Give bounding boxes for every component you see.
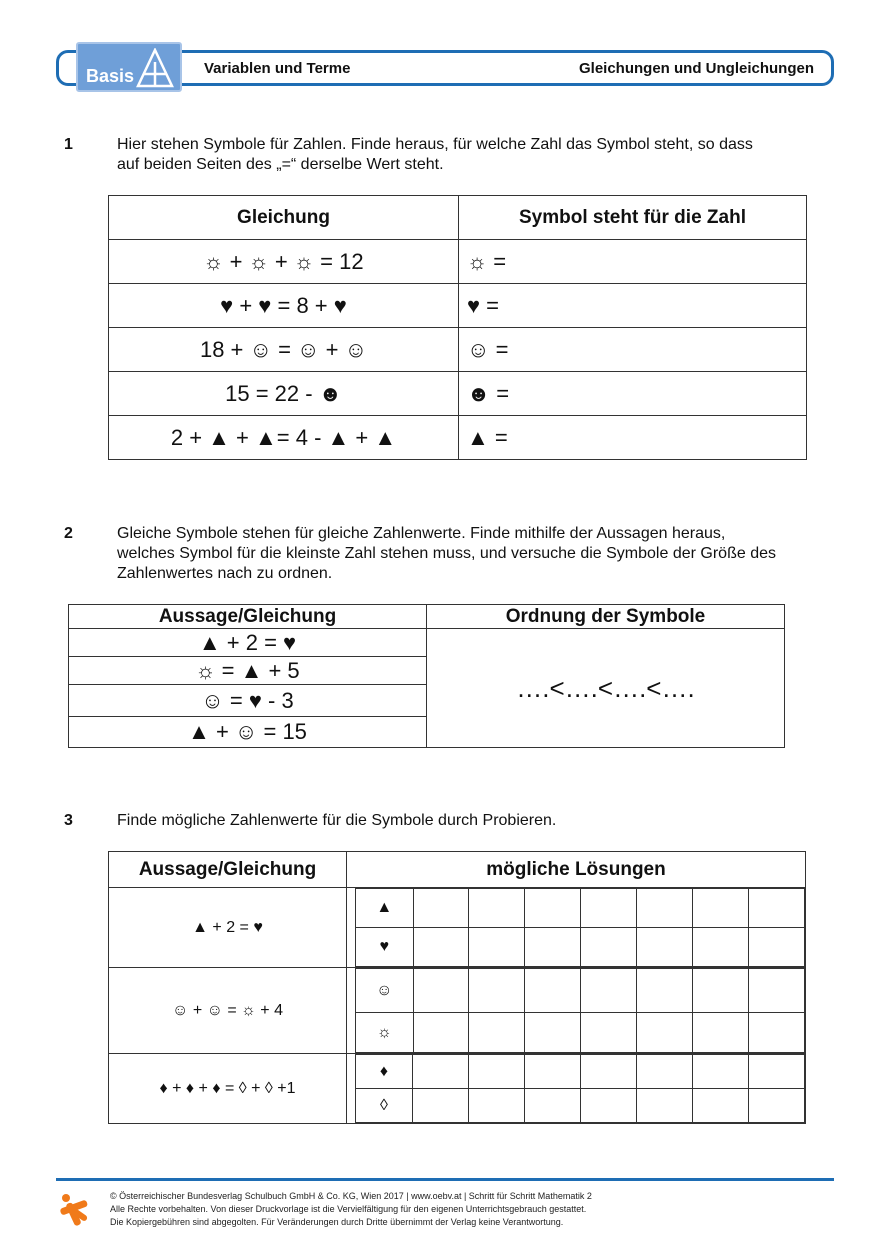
answer-cell[interactable]: ☻ = xyxy=(459,372,807,416)
solution-input[interactable] xyxy=(749,889,805,928)
equation-cell: ▲ + 2 = ♥ xyxy=(109,888,347,968)
statement-cell: ▲ + 2 = ♥ xyxy=(69,629,427,657)
task1-text-line2: auf beiden Seiten des „=“ derselbe Wert steht. xyxy=(117,156,444,173)
task3-text: Finde mögliche Zahlenwerte für die Symbole durch Probieren. xyxy=(117,812,557,829)
solution-input[interactable] xyxy=(581,1013,637,1053)
solution-input[interactable] xyxy=(748,1055,804,1089)
solution-input[interactable] xyxy=(748,969,804,1013)
task1-text-line1: Hier stehen Symbole für Zahlen. Finde heraus, für welche Zahl das Symbol steht, so dass xyxy=(117,136,753,153)
solution-input[interactable] xyxy=(524,1055,580,1089)
task3-header-solutions: mögliche Lösungen xyxy=(347,852,806,888)
solution-input[interactable] xyxy=(580,1089,636,1123)
table-row xyxy=(109,416,807,460)
solution-input[interactable] xyxy=(637,928,693,967)
solution-grid-cell xyxy=(347,888,806,968)
badge-label: Basis xyxy=(86,66,135,86)
statement-cell: ▲ + ☺ = 15 xyxy=(69,717,427,748)
task1-header-equation: Gleichung xyxy=(109,196,459,240)
table-row xyxy=(69,629,785,657)
solution-input[interactable] xyxy=(413,928,469,967)
solution-grid-cell xyxy=(347,1054,806,1124)
equation-cell: ☺ + ☺ = ☼ + 4 xyxy=(109,968,347,1054)
solution-input[interactable] xyxy=(693,1013,749,1053)
solution-input[interactable] xyxy=(580,1055,636,1089)
footer-line2: Alle Rechte vorbehalten. Von dieser Druckvorlage ist die Vervielfältigung für den eigenen Unterrichtsgebrauch gestattet. xyxy=(110,1204,587,1214)
solution-input[interactable] xyxy=(525,889,581,928)
solution-input[interactable] xyxy=(469,928,525,967)
task2-text-line3: Zahlenwertes nach zu ordnen. xyxy=(117,565,333,582)
symbol-cell: ♦ xyxy=(356,1055,413,1089)
task3-number: 3 xyxy=(64,812,73,829)
answer-cell[interactable]: ☺ = xyxy=(459,328,807,372)
task2-text-line1: Gleiche Symbole stehen für gleiche Zahlenwerte. Finde mithilfe der Aussagen heraus, xyxy=(117,525,726,542)
footer-line1: © Österreichischer Bundesverlag Schulbuch GmbH & Co. KG, Wien 2017 | www.oebv.at | Schritt für Schritt Mathematik 2 xyxy=(110,1191,592,1201)
solution-input[interactable] xyxy=(636,1089,692,1123)
statement-cell: ☺ = ♥ - 3 xyxy=(69,685,427,717)
task2-number: 2 xyxy=(64,525,73,542)
equation-cell: ☼ + ☼ + ☼ = 12 xyxy=(109,240,459,284)
equation-cell: 2 + ▲ + ▲= 4 - ▲ + ▲ xyxy=(109,416,459,460)
solution-input[interactable] xyxy=(693,928,749,967)
solution-grid-cell xyxy=(347,968,806,1054)
solution-input[interactable] xyxy=(413,969,469,1013)
task1-header-answer: Symbol steht für die Zahl xyxy=(459,196,807,240)
task2-text xyxy=(117,524,847,584)
task1-number: 1 xyxy=(64,136,73,153)
symbol-cell: ♥ xyxy=(356,928,414,967)
solution-input[interactable] xyxy=(413,1013,469,1053)
solution-input[interactable] xyxy=(581,969,637,1013)
task2-header-order: Ordnung der Symbole xyxy=(427,605,785,629)
solution-input[interactable] xyxy=(525,969,581,1013)
symbol-cell: ▲ xyxy=(356,889,414,928)
footer-copyright xyxy=(110,1190,592,1229)
solution-input[interactable] xyxy=(748,1013,804,1053)
table-row xyxy=(109,888,806,968)
order-answer-cell[interactable]: ….<….<….<…. xyxy=(427,629,785,748)
footer-divider xyxy=(56,1178,834,1181)
task2-header-equation: Aussage/Gleichung xyxy=(69,605,427,629)
equation-cell: ♦ + ♦ + ♦ = ◊ + ◊ +1 xyxy=(109,1054,347,1124)
solution-input[interactable] xyxy=(469,889,525,928)
triangle-level-icon xyxy=(136,48,174,88)
solution-input[interactable] xyxy=(412,1055,468,1089)
solution-input[interactable] xyxy=(469,1013,525,1053)
solution-input[interactable] xyxy=(637,969,693,1013)
table-row xyxy=(109,284,807,328)
solution-grid xyxy=(355,1054,805,1123)
solution-input[interactable] xyxy=(693,969,749,1013)
solution-input[interactable] xyxy=(468,1089,524,1123)
equation-cell: 15 = 22 - ☻ xyxy=(109,372,459,416)
table-row xyxy=(109,328,807,372)
solution-input[interactable] xyxy=(412,1089,468,1123)
task1-text xyxy=(117,135,847,175)
table-row xyxy=(109,372,807,416)
solution-input[interactable] xyxy=(468,1055,524,1089)
task3-table xyxy=(108,851,806,1124)
equation-cell: ♥ + ♥ = 8 + ♥ xyxy=(109,284,459,328)
solution-input[interactable] xyxy=(469,969,525,1013)
solution-input[interactable] xyxy=(748,1089,804,1123)
table-row xyxy=(109,1054,806,1124)
answer-cell[interactable]: ☼ = xyxy=(459,240,807,284)
solution-input[interactable] xyxy=(636,1055,692,1089)
solution-input[interactable] xyxy=(525,928,581,967)
publisher-logo-icon xyxy=(56,1192,92,1228)
header-left-title: Variablen und Terme xyxy=(204,60,351,77)
solution-grid xyxy=(355,968,805,1053)
symbol-cell: ☼ xyxy=(356,1013,414,1053)
solution-input[interactable] xyxy=(581,889,637,928)
basis-badge xyxy=(76,42,182,92)
solution-input[interactable] xyxy=(693,889,749,928)
task2-text-line2: welches Symbol für die kleinste Zahl stehen muss, und versuche die Symbole der Größe des xyxy=(117,545,776,562)
solution-input[interactable] xyxy=(692,1089,748,1123)
task1-table xyxy=(108,195,807,460)
solution-input[interactable] xyxy=(637,889,693,928)
equation-cell: 18 + ☺ = ☺ + ☺ xyxy=(109,328,459,372)
solution-input[interactable] xyxy=(581,928,637,967)
symbol-cell: ☺ xyxy=(356,969,414,1013)
answer-cell[interactable]: ♥ = xyxy=(459,284,807,328)
solution-input[interactable] xyxy=(525,1013,581,1053)
solution-input[interactable] xyxy=(692,1055,748,1089)
symbol-cell: ◊ xyxy=(356,1089,413,1123)
task2-table xyxy=(68,604,785,748)
solution-input[interactable] xyxy=(524,1089,580,1123)
answer-cell[interactable]: ▲ = xyxy=(459,416,807,460)
solution-input[interactable] xyxy=(749,928,805,967)
solution-grid xyxy=(355,888,805,967)
table-row xyxy=(109,968,806,1054)
table-row xyxy=(109,240,807,284)
statement-cell: ☼ = ▲ + 5 xyxy=(69,657,427,685)
footer-line3: Die Kopiergebühren sind abgegolten. Für Veränderungen durch Dritte übernimmt der Verlag keine Verantwortung. xyxy=(110,1217,564,1227)
solution-input[interactable] xyxy=(637,1013,693,1053)
solution-input[interactable] xyxy=(413,889,469,928)
header-right-title: Gleichungen und Ungleichungen xyxy=(579,60,814,77)
task3-header-equation: Aussage/Gleichung xyxy=(109,852,347,888)
